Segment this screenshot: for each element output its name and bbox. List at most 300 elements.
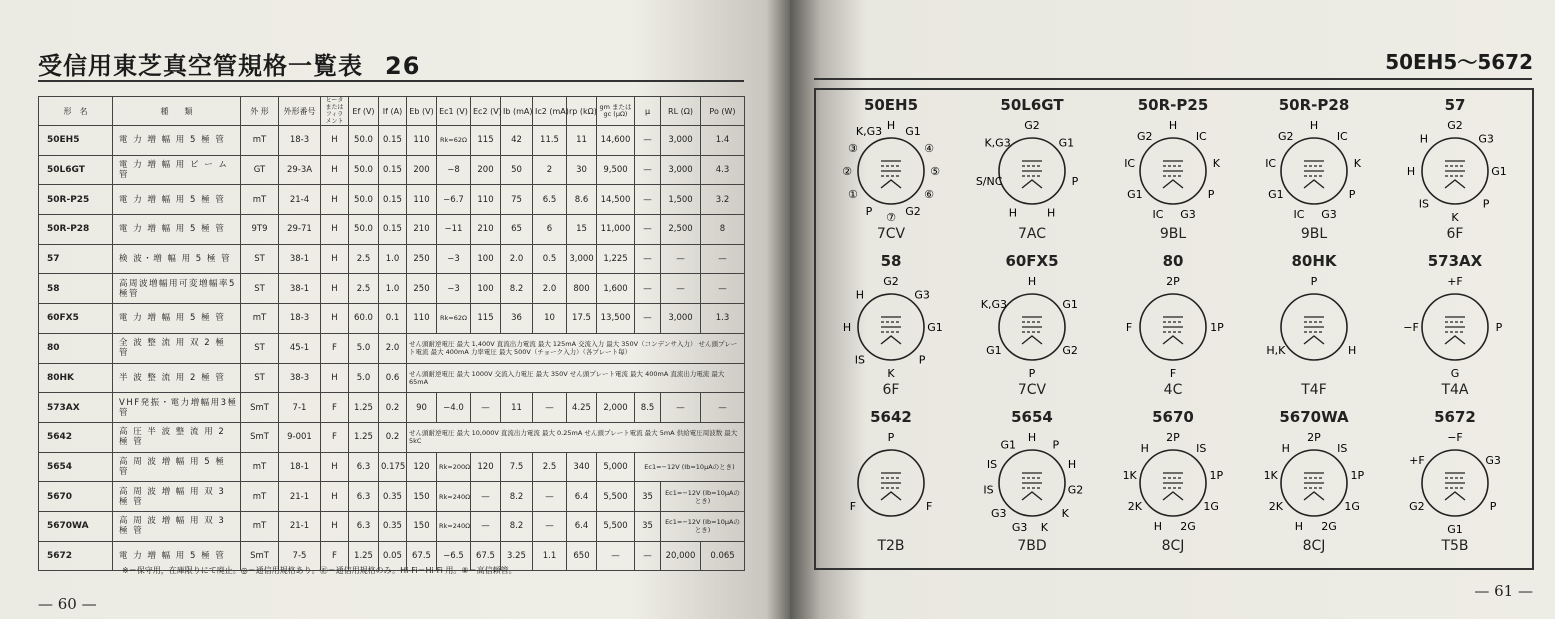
column-header: Ib (mA) — [501, 97, 533, 126]
table-row — [39, 363, 745, 393]
table-cell: 2.0 — [501, 244, 533, 274]
table-cell: 電 力 増 幅 用 ビ ー ム 管 — [113, 155, 241, 185]
pin-label: F — [1169, 367, 1177, 380]
pin-label: K — [1040, 521, 1049, 535]
title-text: 受信用東芝真空管規格一覧表 — [38, 52, 363, 80]
table-cell: 高周波増幅用可変増幅率5極管 — [113, 274, 241, 304]
tube-symbol — [841, 116, 941, 226]
base-code: 9BL — [1300, 226, 1328, 242]
pin-label: G2 — [1067, 483, 1084, 497]
pin-label: G1 — [1268, 188, 1284, 201]
table-cell: H — [321, 155, 349, 185]
pin-label: ② — [842, 165, 852, 178]
table-cell: 115 — [471, 304, 501, 334]
base-code: T5B — [1441, 538, 1469, 554]
base-code: 7CV — [876, 226, 906, 242]
table-cell: 7-5 — [279, 541, 321, 571]
pin-label: G3 — [1011, 521, 1028, 535]
tube-name: 57 — [1444, 96, 1466, 114]
table-cell: — — [635, 215, 661, 245]
table-cell: 3.25 — [501, 541, 533, 571]
column-header: 外 形 — [241, 97, 279, 126]
table-cell: 2.5 — [349, 274, 379, 304]
pin-label: H — [1419, 132, 1429, 146]
table-cell: SmT — [241, 541, 279, 571]
table-cell: 2,000 — [597, 393, 635, 423]
table-cell: 4.25 — [567, 393, 597, 423]
tube-diagram-5654 — [967, 408, 1097, 563]
table-cell: 5,500 — [597, 511, 635, 541]
table-cell: 2 — [533, 155, 567, 185]
pin-label: G1 — [986, 344, 1002, 357]
table-cell: 6.3 — [349, 452, 379, 482]
table-cell: 3,000 — [661, 304, 701, 334]
table-cell: 38-1 — [279, 244, 321, 274]
table-cell: H — [321, 363, 349, 393]
pin-label: −F — [1403, 321, 1419, 334]
column-header: Ec1 (V) — [437, 97, 471, 126]
table-cell: −6.5 — [437, 541, 471, 571]
table-cell: 1.0 — [379, 244, 407, 274]
pin-label: G1 — [905, 125, 921, 139]
tube-symbol — [1405, 428, 1505, 538]
pin-label: 1K — [1263, 469, 1278, 483]
table-cell: 50.0 — [349, 215, 379, 245]
table-cell: 1,600 — [597, 274, 635, 304]
tube-symbol — [982, 272, 1082, 382]
table-cell: 0.065 — [701, 541, 745, 571]
pin-label: P — [1495, 321, 1503, 334]
table-row — [39, 244, 745, 274]
table-cell: — — [597, 541, 635, 571]
table-cell: F — [321, 541, 349, 571]
table-cell: せん頭耐逆電圧 最大 1,400V 直流出力電流 最大 125mA 交流入力 最大 350V（コンデンサ入力） せん頭プレート電流 最大 400mA 力率電圧 最大 500V（チョーク入力）（各プレート毎） — [407, 333, 745, 363]
column-header: Eb (V) — [407, 97, 437, 126]
table-cell: 50.0 — [349, 126, 379, 156]
table-row — [39, 333, 745, 363]
tube-model: 57 — [39, 244, 113, 274]
table-cell: −3 — [437, 244, 471, 274]
base-code: 6F — [882, 382, 900, 398]
table-cell: 29-3A — [279, 155, 321, 185]
pin-label: H — [1347, 344, 1357, 357]
table-row — [39, 452, 745, 482]
tube-diagram-5670 — [1108, 408, 1238, 563]
table-cell: SmT — [241, 393, 279, 423]
cathode — [1304, 180, 1324, 188]
pin-label: H,K — [1266, 344, 1286, 357]
tube-model: 573AX — [39, 393, 113, 423]
page-number-right: — 61 — — [1474, 582, 1533, 600]
table-cell: 110 — [407, 126, 437, 156]
tube-diagram-5672 — [1390, 408, 1520, 563]
table-cell: 1.25 — [349, 541, 379, 571]
table-cell: 21-1 — [279, 482, 321, 512]
table-cell: 0.35 — [379, 511, 407, 541]
tube-diagram-80 — [1108, 252, 1238, 407]
column-header: 外形番号 — [279, 97, 321, 126]
table-cell: 110 — [407, 185, 437, 215]
table-cell: 67.5 — [407, 541, 437, 571]
table-cell: 340 — [567, 452, 597, 482]
table-cell: 2.5 — [533, 452, 567, 482]
table-cell: 6.3 — [349, 482, 379, 512]
tube-diagram-50l6gt — [967, 96, 1097, 251]
table-cell: 18-1 — [279, 452, 321, 482]
pin-label: 2K — [1268, 500, 1284, 513]
pin-label: H — [855, 288, 865, 302]
base-code: 4C — [1163, 382, 1183, 398]
table-cell: 29-71 — [279, 215, 321, 245]
table-cell: 9T9 — [241, 215, 279, 245]
table-cell: H — [321, 511, 349, 541]
table-cell: 3,000 — [661, 126, 701, 156]
table-cell: 0.15 — [379, 126, 407, 156]
table-cell: GT — [241, 155, 279, 185]
cathode — [1163, 180, 1183, 188]
table-cell: — — [701, 393, 745, 423]
tube-diagram-frame — [814, 88, 1534, 570]
pin-label: H — [1140, 441, 1149, 455]
pin-label: IC — [1152, 208, 1164, 222]
table-cell: 電 力 増 幅 用 5 極 管 — [113, 126, 241, 156]
cathode — [1445, 336, 1465, 344]
pin-label: IS — [854, 353, 866, 367]
table-cell: H — [321, 482, 349, 512]
tube-model: 5642 — [39, 422, 113, 452]
table-cell: 5,000 — [597, 452, 635, 482]
table-cell: F — [321, 333, 349, 363]
table-cell: 1.4 — [701, 126, 745, 156]
table-cell: 35 — [635, 511, 661, 541]
pin-label: 1G — [1203, 500, 1219, 513]
table-cell: 75 — [501, 185, 533, 215]
tube-diagram-573ax — [1390, 252, 1520, 407]
tube-name: 80HK — [1291, 252, 1337, 270]
table-cell: 0.1 — [379, 304, 407, 334]
pin-label: G — [1450, 367, 1460, 380]
table-cell: 0.05 — [379, 541, 407, 571]
pin-label: P — [918, 353, 926, 367]
table-cell: Rk=240Ω — [437, 511, 471, 541]
table-cell: — — [635, 244, 661, 274]
pin-label: K,G3 — [855, 125, 883, 139]
table-cell: Rk=62Ω — [437, 304, 471, 334]
pin-label: G3 — [914, 288, 930, 302]
table-cell: — — [661, 244, 701, 274]
table-cell: せん頭耐逆電圧 最大 1000V 交流入力電圧 最大 350V せん頭プレート電流 最大 400mA 直流出力電流 最大 65mA — [407, 363, 745, 393]
table-cell: 4.3 — [701, 155, 745, 185]
table-cell: H — [321, 244, 349, 274]
table-cell: 120 — [471, 452, 501, 482]
table-cell: 50 — [501, 155, 533, 185]
tube-name: 60FX5 — [1005, 252, 1059, 270]
table-cell: 21-4 — [279, 185, 321, 215]
pin-label: ⑤ — [930, 165, 940, 178]
table-cell: 100 — [471, 244, 501, 274]
table-cell: mT — [241, 511, 279, 541]
table-cell: せん頭耐逆電圧 最大 10,000V 直流出力電流 最大 0.25mA せん頭プレート電流 最大 5mA 供給電圧周波数 最大 5kC — [407, 422, 745, 452]
column-header: If (A) — [379, 97, 407, 126]
table-cell: VHF発振・電力増幅用3極管 — [113, 393, 241, 423]
table-cell: 5.0 — [349, 333, 379, 363]
table-cell: 8.2 — [501, 511, 533, 541]
table-row — [39, 393, 745, 423]
table-cell: 200 — [471, 155, 501, 185]
tube-symbol — [1264, 116, 1364, 226]
pin-label: IC — [1293, 208, 1305, 222]
tube-symbol — [975, 116, 1082, 226]
tube-symbol — [1405, 272, 1505, 382]
table-cell: 3.2 — [701, 185, 745, 215]
table-cell: — — [533, 511, 567, 541]
pin-label: 2G — [1321, 520, 1337, 534]
tube-model: 60FX5 — [39, 304, 113, 334]
table-cell: 250 — [407, 244, 437, 274]
table-cell: 3,000 — [661, 155, 701, 185]
tube-symbol — [1123, 272, 1223, 382]
table-cell: 電 力 増 幅 用 5 極 管 — [113, 304, 241, 334]
pin-label: G3 — [1180, 208, 1196, 222]
table-cell: 11,000 — [597, 215, 635, 245]
base-code: 7BD — [1017, 538, 1047, 554]
pin-label: P — [1482, 197, 1490, 211]
table-cell: 8.6 — [567, 185, 597, 215]
pin-label: G2 — [1062, 344, 1078, 357]
pin-label: G1 — [927, 321, 943, 334]
table-row — [39, 126, 745, 156]
page-number-left: — 60 — — [38, 595, 97, 613]
table-cell: mT — [241, 304, 279, 334]
table-cell: H — [321, 185, 349, 215]
table-cell: ST — [241, 244, 279, 274]
pin-label: H — [1309, 119, 1319, 132]
tube-diagram-5670wa — [1249, 408, 1379, 563]
table-cell: 3,000 — [567, 244, 597, 274]
pin-label: IS — [1337, 441, 1348, 455]
tube-name: 573AX — [1427, 252, 1483, 270]
table-cell: 800 — [567, 274, 597, 304]
tube-symbol — [1405, 116, 1505, 226]
pin-label: P — [1207, 188, 1215, 201]
table-cell: — — [701, 244, 745, 274]
tube-diagram-58 — [826, 252, 956, 407]
cathode — [1304, 492, 1324, 500]
pin-label: 2P — [1166, 275, 1180, 288]
pin-label: K,G3 — [980, 298, 1008, 311]
pin-label: P — [1310, 275, 1318, 288]
pin-label: 1G — [1344, 500, 1360, 513]
table-cell: 0.15 — [379, 155, 407, 185]
tube-name: 5670WA — [1279, 408, 1349, 426]
pin-label: G2 — [1136, 129, 1153, 143]
tube-diagram-80hk — [1249, 252, 1379, 407]
base-code: 6F — [1446, 226, 1464, 242]
table-cell: 650 — [567, 541, 597, 571]
pin-label: −F — [1447, 431, 1463, 444]
table-cell: 36 — [501, 304, 533, 334]
column-header: Po (W) — [701, 97, 745, 126]
pin-label: P — [1489, 500, 1497, 513]
table-cell: 65 — [501, 215, 533, 245]
pin-label: G3 — [1485, 454, 1501, 467]
table-cell: Rk=62Ω — [437, 126, 471, 156]
pin-label: ④ — [924, 142, 935, 155]
cathode — [881, 336, 901, 344]
pin-label: H — [1294, 520, 1304, 534]
table-cell: 210 — [471, 215, 501, 245]
table-cell: 6.3 — [349, 511, 379, 541]
table-cell: 10 — [533, 304, 567, 334]
table-cell: ST — [241, 333, 279, 363]
table-cell: 0.5 — [533, 244, 567, 274]
table-row — [39, 185, 745, 215]
column-header: rp (kΩ) — [567, 97, 597, 126]
title-number: 26 — [385, 52, 421, 80]
table-row — [39, 482, 745, 512]
pin-label: H — [1046, 206, 1056, 220]
tube-model: 5670 — [39, 482, 113, 512]
table-cell: — — [635, 304, 661, 334]
tube-model: 5672 — [39, 541, 113, 571]
table-cell: 50.0 — [349, 155, 379, 185]
pin-label: F — [1125, 321, 1133, 334]
table-cell: 0.15 — [379, 185, 407, 215]
pin-label: G3 — [1321, 208, 1337, 222]
table-cell: 1.3 — [701, 304, 745, 334]
table-cell: — — [635, 185, 661, 215]
table-cell: 8.2 — [501, 482, 533, 512]
table-cell: 150 — [407, 511, 437, 541]
table-cell: 2.0 — [533, 274, 567, 304]
tube-symbol — [982, 428, 1082, 538]
table-cell: 21-1 — [279, 511, 321, 541]
table-cell: −11 — [437, 215, 471, 245]
table-cell: — — [661, 274, 701, 304]
pin-label: K — [1353, 157, 1361, 171]
table-cell: −4.0 — [437, 393, 471, 423]
pin-label: 1P — [1209, 469, 1224, 483]
table-cell: −8 — [437, 155, 471, 185]
tube-name: 50L6GT — [1000, 96, 1064, 114]
table-cell: 半 波 整 流 用 2 極 管 — [113, 363, 241, 393]
table-cell: Ec1=−12V (Ib=10μAのとき) — [635, 452, 745, 482]
pin-label: S/NC — [975, 175, 1003, 189]
tube-symbol — [841, 428, 941, 538]
pin-label: 1P — [1210, 321, 1224, 334]
table-cell: 6 — [533, 215, 567, 245]
table-cell: Rk=200Ω — [437, 452, 471, 482]
table-cell: 120 — [407, 452, 437, 482]
pin-label: K,G3 — [984, 136, 1011, 150]
table-cell: −6.7 — [437, 185, 471, 215]
cathode — [1163, 492, 1183, 500]
right-page — [790, 0, 1555, 619]
pin-label: H — [1008, 206, 1018, 220]
pin-label: IS — [1196, 441, 1207, 455]
pin-label: K — [1212, 157, 1220, 171]
table-cell: 電 力 増 幅 用 5 極 管 — [113, 185, 241, 215]
table-cell: 6.5 — [533, 185, 567, 215]
tube-name: 80 — [1162, 252, 1184, 270]
pin-label: G3 — [990, 507, 1007, 521]
pin-label: H — [1067, 457, 1077, 471]
table-cell: 9-001 — [279, 422, 321, 452]
column-header: Ec2 (V) — [471, 97, 501, 126]
table-cell: mT — [241, 482, 279, 512]
cathode — [881, 180, 901, 188]
pin-label: 2P — [1166, 431, 1180, 444]
table-cell: 0.2 — [379, 393, 407, 423]
table-cell: 90 — [407, 393, 437, 423]
tube-symbol — [841, 272, 941, 382]
table-cell: mT — [241, 452, 279, 482]
pin-label: G2 — [883, 275, 899, 288]
tube-model: 50R-P28 — [39, 215, 113, 245]
right-title-rule — [814, 78, 1532, 80]
tube-diagram-50r-p25 — [1108, 96, 1238, 251]
pin-label: G3 — [1478, 132, 1494, 146]
pin-label: IC — [1195, 129, 1207, 143]
pin-label: G2 — [1024, 119, 1040, 132]
table-cell: Ec1=−12V (Ib=10μAのとき) — [661, 482, 745, 512]
table-cell: — — [661, 393, 701, 423]
tube-symbol — [1123, 428, 1223, 538]
table-cell: 200 — [407, 155, 437, 185]
pin-label: H — [1027, 275, 1037, 288]
table-cell: H — [321, 452, 349, 482]
table-cell: — — [471, 482, 501, 512]
cathode — [1163, 336, 1183, 344]
table-cell: 11.5 — [533, 126, 567, 156]
column-header: Ic2 (mA) — [533, 97, 567, 126]
tube-symbol — [1123, 116, 1223, 226]
table-cell: 高 圧 半 波 整 流 用 2 極 管 — [113, 422, 241, 452]
table-row — [39, 155, 745, 185]
base-code: 7CV — [1017, 382, 1047, 398]
cathode — [1304, 336, 1324, 344]
tube-model: 5670WA — [39, 511, 113, 541]
table-cell: 8.5 — [635, 393, 661, 423]
pin-label: G2 — [1447, 119, 1463, 132]
column-header: Ef (V) — [349, 97, 379, 126]
table-cell: — — [635, 126, 661, 156]
pin-label: H — [886, 119, 896, 132]
table-cell: 14,600 — [597, 126, 635, 156]
right-page-title: 50EH5〜5672 — [1385, 50, 1533, 74]
table-row — [39, 274, 745, 304]
table-cell: 17.5 — [567, 304, 597, 334]
column-header: 種 類 — [113, 97, 241, 126]
table-cell: 11 — [501, 393, 533, 423]
tube-name: 5672 — [1434, 408, 1476, 426]
pin-label: G2 — [905, 204, 921, 218]
table-cell: — — [635, 155, 661, 185]
tube-diagram-60fx5 — [967, 252, 1097, 407]
tube-name: 50R-P25 — [1137, 96, 1209, 114]
table-cell: 高 周 波 増 幅 用 双 3 極 管 — [113, 511, 241, 541]
tube-symbol — [1264, 428, 1364, 538]
tube-symbol — [1264, 272, 1364, 382]
pin-label: P — [1071, 175, 1079, 189]
tube-model: 80HK — [39, 363, 113, 393]
table-cell: 38-1 — [279, 274, 321, 304]
pin-label: IC — [1336, 129, 1348, 143]
tube-model: 50R-P25 — [39, 185, 113, 215]
pin-label: IC — [1124, 157, 1136, 171]
pin-label: P — [1052, 438, 1060, 452]
column-header: ヒータまたはフィラメント — [321, 97, 349, 126]
